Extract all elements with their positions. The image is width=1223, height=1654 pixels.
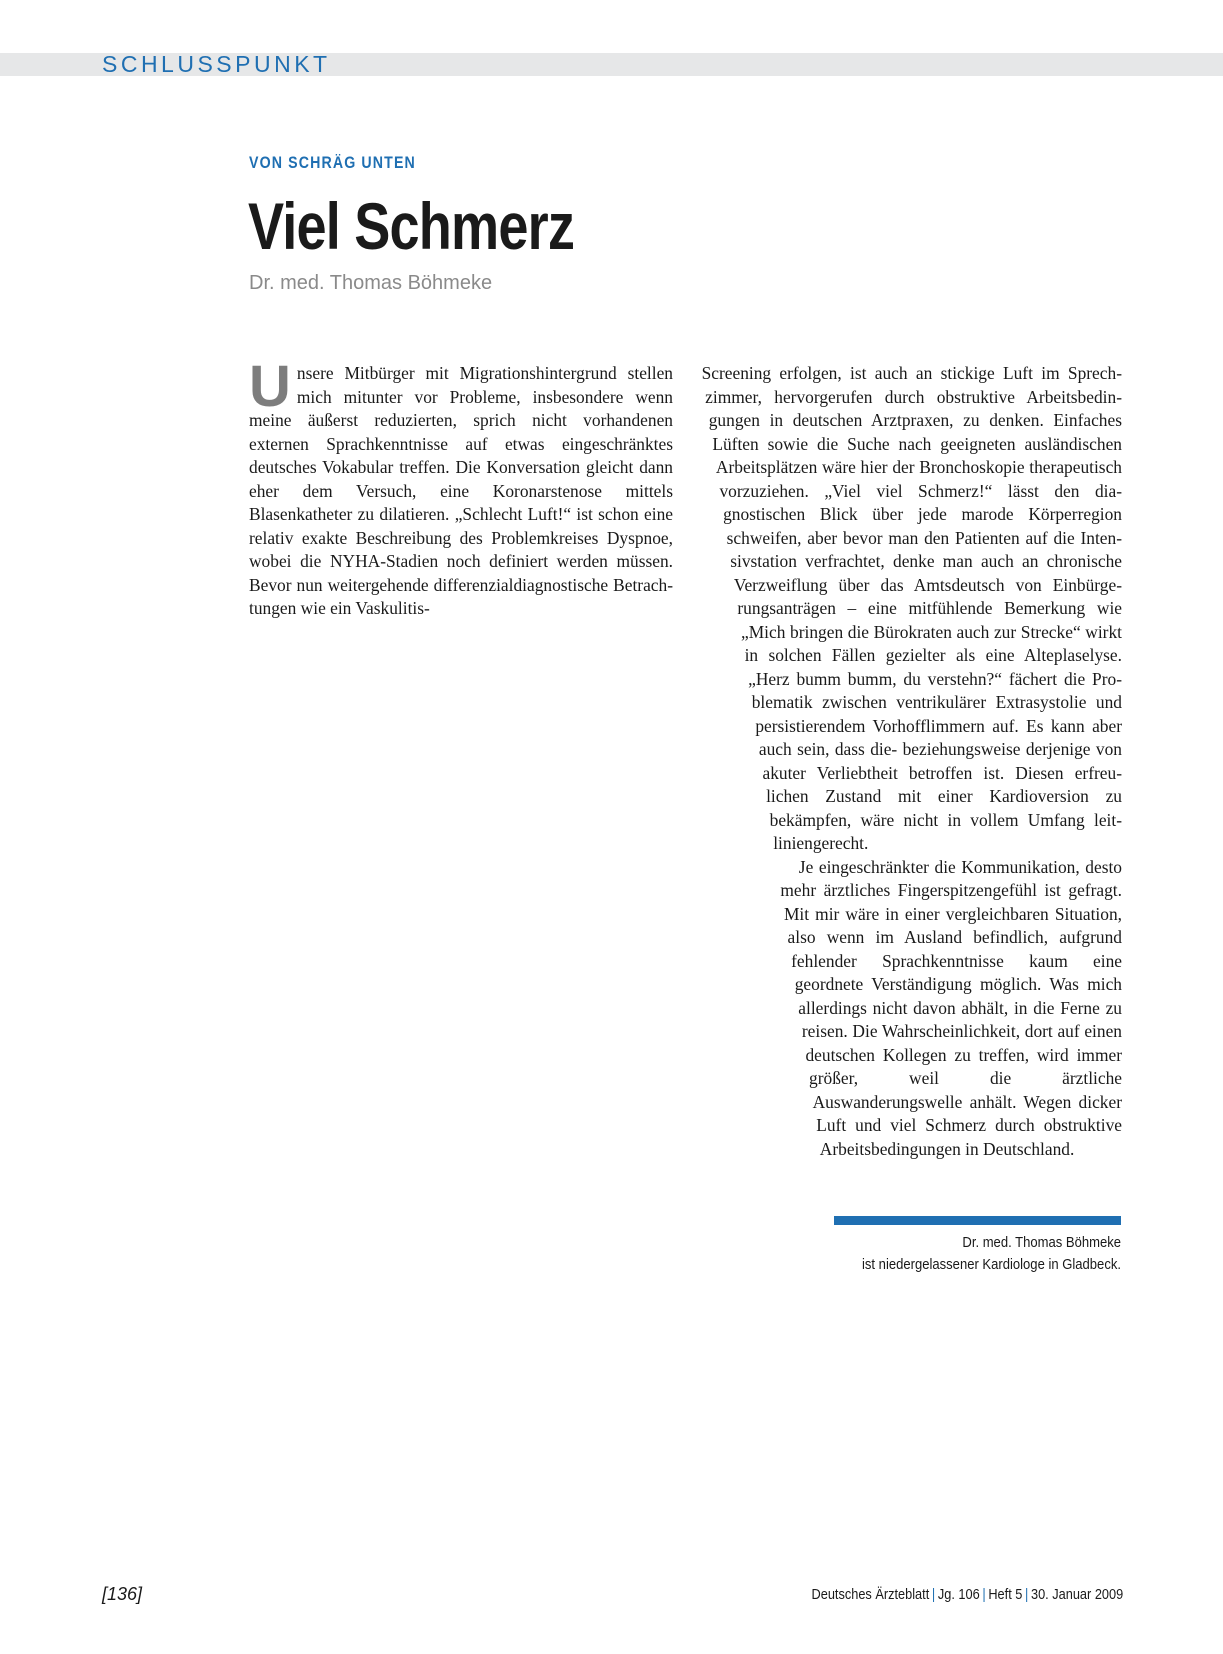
bio-text: ist niedergelassener Kardiologe in Gladbeck. (862, 1257, 1121, 1273)
article-kicker: VON SCHRÄG UNTEN (249, 154, 416, 172)
journal-footer (811, 1587, 1123, 1603)
drop-cap: U (249, 354, 291, 419)
right-column-paragraph-2: Je eingeschränkter die Kommunikation, desto mehr ärztliches Fingerspitzengefühl ist gefragt. Mit mir wäre in einer vergleichbaren Situation, also wenn im Ausland befindlich, aufgrund fehlender Sprachkenntnisse kaum eine geordnete Verständigung möglich. Was mich allerdings nicht davon abhält, in die Ferne zu reisen. Die Wahrscheinlichkeit, dort auf einen deutschen Kollegen zu treffen, wird immer größer, weil die ärztliche Auswanderungswelle anhält. Wegen dicker Luft und viel Schmerz durch obstruktive Arbeitsbedingungen in Deutschland. (780, 856, 1122, 1159)
footer-separator: | (982, 1587, 986, 1603)
page-number: [136] (102, 1584, 143, 1604)
journal-date: 30. Januar 2009 (1030, 1587, 1123, 1603)
article-title: Viel Schmerz (248, 189, 575, 263)
left-column-text: nsere Mitbürger mit Migrationshintergrund stellen mich mitunter vor Probleme, insbesondere wenn meine äußerst reduzierten, sprich nicht vorhandenen externen Sprachkenntnisse auf etwas eingeschränktes deutsches Vokabular treffen. Die Konversation gleicht dann eher dem Versuch, eine Koronarstenose mittels Blasenkatheter zu dilatieren. „Schlecht Luft!“ ist schon eine relativ exakte Beschreibung des Problemkreises Dyspnoe, wobei die NYHA-Stadien noch definiert werden müssen. Bevor nun weitergehende differenzialdiagnostische Betrachtungen wie ein Vaskulitis- (249, 363, 673, 618)
journal-volume: Jg. 106 (937, 1587, 980, 1603)
article-column-left (249, 354, 673, 621)
right-column-paragraph-1: Screening erfolgen, ist auch an stickige Luft im Sprechzimmer, hervorgerufen durch obstruktive Arbeitsbedingungen in deutschen Arztpraxen, zu denken. Einfaches Lüften sowie die Suche nach geeigneten ausländischen Arbeitsplätzen wäre hier der Bronchoskopie therapeutisch vorzuziehen. „Viel viel Schmerz!“ lässt den diagnostischen Blick über jede marode Körperregion schweifen, aber bevor man den Patienten auf die Intensivstation verfrachtet, denke man auch an chronische Verzweiflung über das Amtsdeutsch von Einbürgerungsanträgen – eine mitfühlende Bemerkung wie „Mich bringen die Bürokraten auch zur Strecke“ wirkt in solchen Fällen gezielter als eine Alteplaselyse. „Herz bumm bumm, du verstehn?“ fächert die Problematik zwischen ventrikulärer Extrasystolie und persistierendem Vorhofflimmern auf. Es kann aber auch sein, dass die- beziehungsweise derjenige von akuter Verliebtheit betroffen ist. Diesen erfreulichen Zustand mit einer Kardioversion zu bekämpfen, wäre nicht in vollem Umfang leitliniengerecht. (701, 363, 1122, 853)
footer-separator: | (1024, 1587, 1029, 1603)
article-author: Dr. med. Thomas Böhmeke (249, 272, 493, 294)
footer-separator: | (931, 1587, 935, 1603)
section-label: SCHLUSSPUNKT (102, 51, 331, 77)
bio-rule (834, 1216, 1121, 1225)
journal-name: Deutsches Ärzteblatt (811, 1587, 930, 1603)
article-column-right (698, 362, 1122, 1282)
bio-name: Dr. med. Thomas Böhmeke (962, 1235, 1121, 1251)
journal-issue: Heft 5 (988, 1587, 1023, 1603)
author-bio (761, 1232, 1121, 1276)
